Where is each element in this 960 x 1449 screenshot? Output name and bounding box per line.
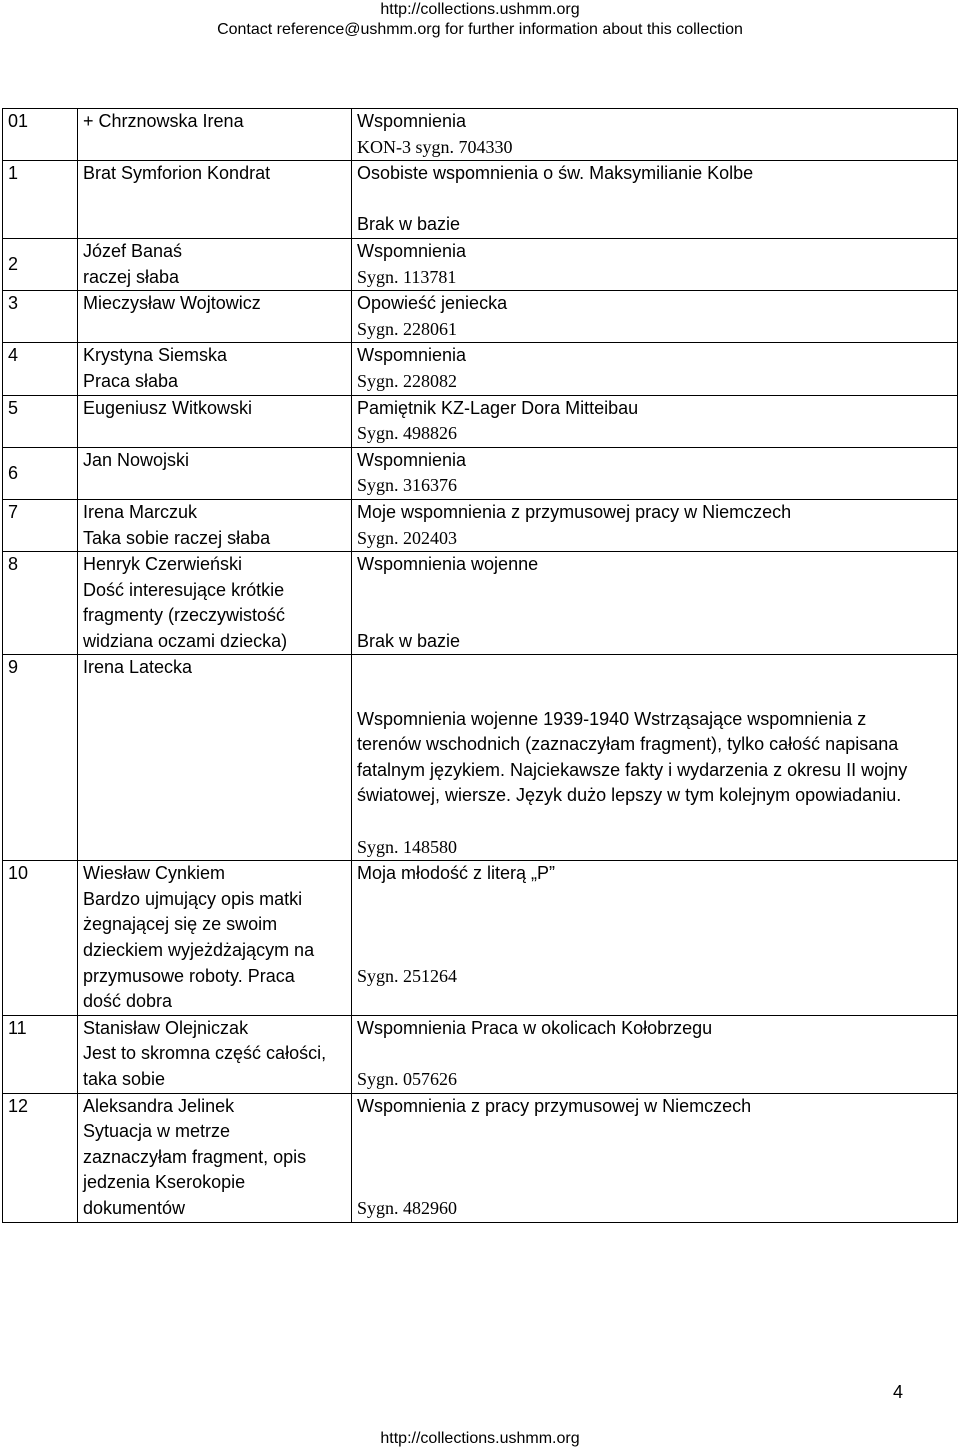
row-desc [352,499,958,551]
collection-table [2,108,958,1223]
header-url[interactable]: http://collections.ushmm.org [380,1,580,18]
desc-line [357,1041,952,1067]
name-note: dość dobra [83,991,173,1012]
desc-line: Sygn. 113781 [357,266,457,287]
row-desc [352,861,958,1016]
desc-line: Wspomnienia wojenne [357,554,539,575]
table-row [3,343,958,395]
desc-line: Sygn. 148580 [357,836,458,857]
row-number: 01 [3,109,78,161]
row-number: 6 [3,447,78,499]
name-text: Wiesław Cynkiem [83,863,226,884]
desc-line: Moja młodość z literą „P” [357,863,556,884]
name-text: Józef Banaś [83,240,183,261]
row-number: 3 [3,291,78,343]
desc-line: Sygn. 482960 [357,1197,458,1218]
row-name [78,1093,352,1222]
desc-line: Wspomnienia [357,345,467,366]
table-row [3,161,958,239]
table-row [3,499,958,551]
desc-line [357,603,952,629]
desc-line: terenów wschodnich (zaznaczyłam fragment), tylko całość napisana [357,734,899,755]
desc-line [357,1119,952,1145]
table-row [3,1015,958,1093]
name-text: Irena Marczuk [83,501,198,522]
table-row [3,861,958,1016]
row-desc [352,552,958,655]
name-note: Sytuacja w metrze [83,1121,231,1142]
name-note: jedzenia Kserokopie [83,1172,246,1193]
desc-line [357,655,952,681]
row-number: 8 [3,552,78,655]
row-number: 5 [3,395,78,447]
row-name [78,1015,352,1093]
row-name [78,499,352,551]
name-note: Jest to skromna część całości, [83,1043,327,1064]
name-note: dokumentów [83,1197,186,1218]
row-number: 1 [3,161,78,239]
row-name: Eugeniusz Witkowski [78,395,352,447]
desc-line: Wspomnienia z pracy przymusowej w Niemczech [357,1095,752,1116]
desc-line: Wspomnienia [357,111,467,131]
desc-line: Sygn. 228082 [357,370,458,391]
desc-line: Brak w bazie [357,630,461,651]
footer-url[interactable]: http://collections.ushmm.org [380,1430,580,1447]
row-number: 10 [3,861,78,1016]
name-note: Taka sobie raczej słaba [83,527,271,548]
row-name: Mieczysław Wojtowicz [78,291,352,343]
desc-line: Pamiętnik KZ-Lager Dora Mitteibau [357,397,639,418]
desc-line [357,578,952,604]
row-desc [352,291,958,343]
desc-line [357,938,952,964]
table-row [3,552,958,655]
row-name: Jan Nowojski [78,447,352,499]
desc-line: Sygn. 057626 [357,1068,458,1089]
name-note: taka sobie [83,1068,166,1089]
desc-line: Wspomnienia [357,240,467,261]
page-number: 4 [893,1382,904,1402]
row-desc [352,109,958,161]
desc-line [357,1170,952,1196]
name-note: zaznaczyłam fragment, opis [83,1146,307,1167]
row-desc [352,447,958,499]
row-desc [352,238,958,290]
name-text: Henryk Czerwieński [83,554,243,575]
desc-line [357,1145,952,1171]
name-text: Stanisław Olejniczak [83,1017,249,1038]
row-number: 4 [3,343,78,395]
row-desc [352,395,958,447]
desc-line: Sygn. 202403 [357,527,458,548]
table-row [3,395,958,447]
name-note: raczej słaba [83,266,180,287]
table-row [3,109,958,161]
name-note: żegnającej się ze swoim [83,914,278,935]
desc-line: Brak w bazie [357,214,461,235]
row-name [78,343,352,395]
desc-line: Sygn. 228061 [357,318,458,339]
desc-line: Moje wspomnienia z przymusowej pracy w Niemczech [357,501,792,522]
table-row [3,1093,958,1222]
row-desc [352,1093,958,1222]
name-note: widziana oczami dziecka) [83,630,288,651]
row-number: 11 [3,1015,78,1093]
desc-line [357,809,952,835]
name-note: Bardzo ujmujący opis matki [83,888,303,909]
name-note: Praca słaba [83,370,179,391]
row-name [78,552,352,655]
name-text: Krystyna Siemska [83,345,228,366]
row-desc [352,1015,958,1093]
desc-line [357,681,952,707]
table-row [3,447,958,499]
desc-line: Wspomnienia Praca w okolicach Kołobrzegu [357,1017,713,1038]
table-row [3,238,958,290]
name-text: Aleksandra Jelinek [83,1095,235,1116]
row-name [78,861,352,1016]
desc-line: KON-3 sygn. 704330 [357,136,513,157]
desc-line: Wspomnienia [357,449,467,470]
row-desc [352,655,958,861]
desc-line: Osobiste wspomnienia o św. Maksymilianie Kolbe [357,163,754,184]
desc-line [357,887,952,913]
desc-line [357,187,952,213]
desc-line: Sygn. 316376 [357,475,458,496]
row-number: 12 [3,1093,78,1222]
desc-line: Sygn. 251264 [357,965,458,986]
name-note: przymusowe roboty. Praca [83,965,295,986]
row-number: 2 [3,238,78,290]
desc-line: Sygn. 498826 [357,423,458,444]
desc-line: Wspomnienia wojenne 1939-1940 Wstrząsające wspomnienia z [357,708,867,729]
desc-line: Opowieść jeniecka [357,293,508,314]
desc-line: fatalnym językiem. Najciekawsze fakty i wydarzenia z okresu II wojny [357,759,908,780]
desc-line [357,912,952,938]
row-desc [352,161,958,239]
table-row [3,291,958,343]
desc-line: światowej, wiersze. Język dużo lepszy w tym kolejnym opowiadaniu. [357,785,902,806]
header-contact: Contact reference@ushmm.org for further information about this collection [217,21,743,38]
row-name: Brat Symforion Kondrat [78,161,352,239]
name-note: Dość interesujące krótkie [83,579,285,600]
row-number: 9 [3,655,78,861]
name-note: dzieckiem wyjeżdżającym na [83,940,315,960]
row-name: + Chrznowska Irena [78,109,352,161]
row-desc [352,343,958,395]
table-row [3,655,958,861]
row-name [78,238,352,290]
row-name: Irena Latecka [78,655,352,861]
name-note: fragmenty (rzeczywistość [83,605,286,626]
row-number: 7 [3,499,78,551]
